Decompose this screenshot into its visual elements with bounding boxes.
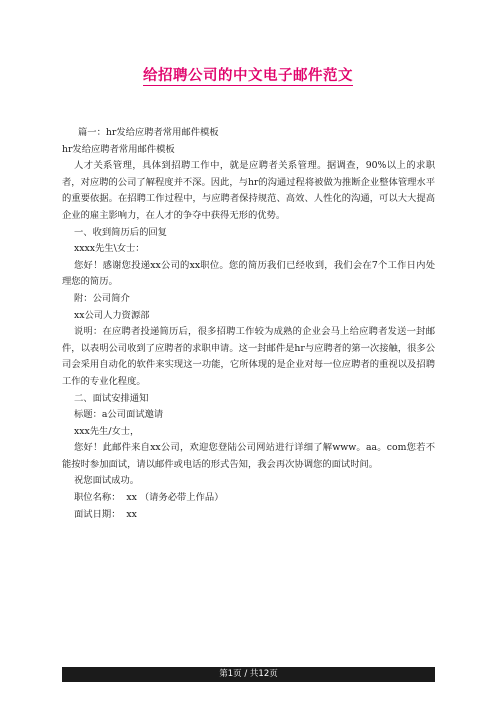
- document-title: [0, 64, 496, 85]
- page-footer: [62, 667, 435, 682]
- document-title-text: 给招聘公司的中文电子邮件范文: [143, 68, 353, 84]
- section-heading: 篇一：hr发给应聘者常用邮件模板: [78, 127, 219, 138]
- attachment-line: 附：公司简介: [74, 292, 130, 304]
- interview-date-line: 面试日期： xx: [74, 508, 137, 520]
- email-subject-line: 标题：a公司面试邀请: [74, 409, 164, 421]
- salutation: xxxx先生\女士：: [74, 243, 145, 255]
- paragraph: 说明：在应聘者投递简历后，很多招聘工作较为成熟的企业会马上给应聘者发送一封邮件，以表明公司收到了应聘者的求职申请。这一封邮件是hr与应聘者的第一次接触，很多公司会采用自动化的软件来实现这一功能，它所体现的是企业对每一位应聘者的重视以及招聘工作的专业化程度。: [62, 326, 436, 387]
- closing-line: 祝您面试成功。: [74, 475, 140, 487]
- paragraph: 人才关系管理，具体到招聘工作中，就是应聘者关系管理。据调查，90%以上的求职者，对应聘的公司了解程度并不深。因此，与hr的沟通过程将被做为推断企业整体管理水平的重要依据。在招聘工作过程中，与应聘者保持规范、高效、人性化的沟通，可以大大提高企业的雇主影响力，在人才的争夺中获得无形的优势。: [62, 160, 436, 221]
- section-heading: 一、收到简历后的回复: [74, 226, 167, 238]
- subtitle-line: hr发给应聘者常用邮件模板: [62, 143, 175, 155]
- signature-line: xx公司人力资源部: [74, 309, 150, 321]
- paragraph: 您好！感谢您投递xx公司的xx职位。您的简历我们已经收到，我们会在7个工作日内处理您的简历。: [62, 259, 435, 288]
- paragraph: 您好！此邮件来自xx公司，欢迎您登陆公司网站进行详细了解www。aa。com您若不能按时参加面试，请以邮件或电话的形式告知，我会再次协调您的面试时间。: [62, 442, 435, 470]
- position-line: 职位名称： xx （请务必带上作品）: [74, 492, 224, 504]
- document-body: [62, 125, 435, 523]
- section-heading: 二、面试安排通知: [74, 392, 149, 404]
- page-number-label: 第1页 / 共12页: [219, 669, 278, 679]
- salutation: xxx先生/女士，: [74, 425, 140, 437]
